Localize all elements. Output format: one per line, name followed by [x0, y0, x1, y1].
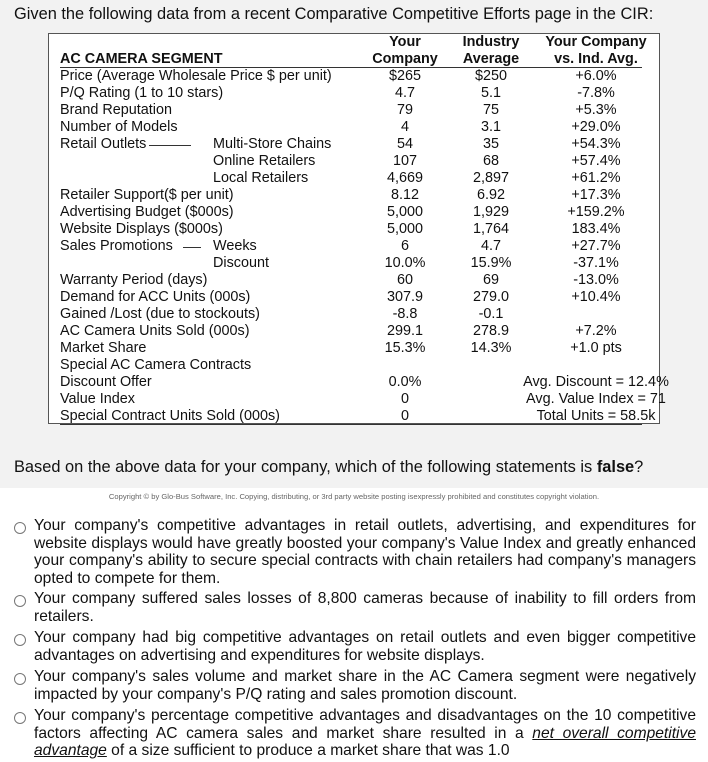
cell-your-company: 4,669	[386, 170, 424, 186]
cell-your-company: 6	[400, 238, 410, 254]
cell-vs-industry: 183.4%	[571, 221, 621, 237]
row-label: Demand for ACC Units (000s)	[60, 289, 251, 305]
radio-button[interactable]	[14, 673, 26, 685]
cell-industry-average: 68	[482, 153, 500, 169]
table-bottom-rule	[60, 424, 642, 425]
cell-vs-industry: -13.0%	[573, 272, 619, 288]
row-label: Retailer Support($ per unit)	[60, 187, 234, 203]
radio-button[interactable]	[14, 595, 26, 607]
header-vs-line2: vs. Ind. Avg.	[554, 51, 638, 67]
radio-button[interactable]	[14, 634, 26, 646]
cell-your-company: 4.7	[394, 85, 416, 101]
row-label: Website Displays ($000s)	[60, 221, 223, 237]
answer-option-text: Your company's percentage competitive advantages and disadvantages on the 10 competitive factors affecting AC camera sales and market share resulted in a net overall competitive advantage of a size sufficient to produce a market share that was 1.0	[34, 707, 696, 759]
answer-option-1[interactable]	[12, 517, 696, 587]
row-label: Brand Reputation	[60, 102, 173, 118]
intro-text: Given the following data from a recent Comparative Competitive Efforts page in the CIR:	[14, 5, 654, 23]
cell-your-company: 307.9	[386, 289, 424, 305]
row-label: AC Camera Units Sold (000s)	[60, 323, 250, 339]
cell-your-company: 0	[400, 408, 410, 424]
answer-option-5[interactable]	[12, 707, 696, 762]
radio-button[interactable]	[14, 712, 26, 724]
cell-your-company: 8.12	[390, 187, 420, 203]
cell-industry-average: 2,897	[472, 170, 510, 186]
row-label: Number of Models	[60, 119, 178, 135]
cell-your-company: -8.8	[392, 306, 418, 322]
cell-industry-average: 69	[482, 272, 500, 288]
cell-your-company: 15.3%	[384, 340, 426, 356]
row-label: P/Q Rating (1 to 10 stars)	[60, 85, 224, 101]
cell-industry-average: 1,929	[472, 204, 510, 220]
cell-your-company: 107	[392, 153, 418, 169]
cell-your-company: $265	[388, 68, 422, 84]
sales-promotions-dash	[183, 247, 201, 248]
radio-button[interactable]	[14, 522, 26, 534]
cell-industry-average: 278.9	[472, 323, 510, 339]
cell-vs-industry: Total Units = 58.5k	[536, 408, 656, 424]
cell-vs-industry: +17.3%	[571, 187, 621, 203]
cell-vs-industry: +7.2%	[575, 323, 617, 339]
cell-industry-average: -0.1	[478, 306, 504, 322]
copyright-notice: Copyright © by Glo-Bus Software, Inc. Copying, distributing, or 3rd party website posting isexpressly prohibited and constitutes copyright violation.	[108, 492, 600, 501]
cell-vs-industry: +27.7%	[571, 238, 621, 254]
cell-your-company: 5,000	[386, 204, 424, 220]
cell-industry-average: 4.7	[480, 238, 502, 254]
cell-your-company: 4	[400, 119, 410, 135]
answer-option-2[interactable]	[12, 590, 696, 625]
cell-vs-industry: +29.0%	[571, 119, 621, 135]
question-background	[0, 444, 708, 488]
answer-option-text: Your company's competitive advantages in retail outlets, advertising, and expenditures for website displays would have greatly boosted your company's Value Index and greatly enhanced your company's ability to secure special contracts with chain retailers had company's managers opted to compete for them.	[34, 517, 696, 587]
cell-vs-industry: +159.2%	[567, 204, 625, 220]
cell-vs-industry: +10.4%	[571, 289, 621, 305]
row-sublabel: Online Retailers	[213, 153, 316, 169]
cell-your-company: 60	[396, 272, 414, 288]
cell-industry-average: 5.1	[480, 85, 502, 101]
row-sublabel: Discount	[213, 255, 269, 271]
retail-outlets-dash	[149, 145, 191, 146]
answer-option-text: Your company suffered sales losses of 8,800 cameras because of inability to fill orders from retailers.	[34, 590, 696, 625]
cell-your-company: 0.0%	[388, 374, 422, 390]
comparative-efforts-table	[48, 33, 669, 424]
cell-your-company: 299.1	[386, 323, 424, 339]
row-label: Sales Promotions	[60, 238, 173, 254]
row-label: Warranty Period (days)	[60, 272, 208, 288]
cell-your-company: 0	[400, 391, 410, 407]
row-label: Market Share	[60, 340, 147, 356]
answer-option-3[interactable]	[12, 629, 696, 664]
cell-industry-average: 279.0	[472, 289, 510, 305]
row-sublabel: Weeks	[213, 238, 257, 254]
question-emphasis: false	[596, 458, 635, 476]
underlined-phrase: net overall competitive advantage	[34, 724, 696, 759]
cell-vs-industry: Avg. Discount = 12.4%	[523, 374, 669, 390]
header-industry-line2: Average	[462, 51, 520, 67]
cell-vs-industry: +54.3%	[571, 136, 621, 152]
segment-header: AC CAMERA SEGMENT	[60, 51, 223, 67]
row-label: Discount Offer	[60, 374, 152, 390]
cell-your-company: 5,000	[386, 221, 424, 237]
header-your-line1: Your	[389, 34, 421, 50]
cell-vs-industry: +57.4%	[571, 153, 621, 169]
row-sublabel: Multi-Store Chains	[213, 136, 332, 152]
cell-vs-industry: Avg. Value Index = 71	[526, 391, 666, 407]
answer-option-text: Your company had big competitive advantages on retail outlets and even bigger competitive advantages on advertising and expenditures for website displays.	[34, 629, 696, 664]
row-label: Price (Average Wholesale Price $ per unit)	[60, 68, 332, 84]
cell-your-company: 54	[396, 136, 414, 152]
row-label: Special Contract Units Sold (000s)	[60, 408, 280, 424]
cell-your-company: 79	[396, 102, 414, 118]
cell-your-company: 10.0%	[384, 255, 426, 271]
cell-vs-industry: +5.3%	[575, 102, 617, 118]
row-label: Retail Outlets	[60, 136, 147, 152]
cell-industry-average: 14.3%	[470, 340, 512, 356]
cell-industry-average: $250	[474, 68, 508, 84]
header-your-line2: Company	[372, 51, 438, 67]
row-label: Value Index	[60, 391, 135, 407]
row-label: Gained /Lost (due to stockouts)	[60, 306, 260, 322]
question-text: Based on the above data for your company, which of the following statements is false?	[14, 458, 644, 476]
cell-industry-average: 35	[482, 136, 500, 152]
cell-vs-industry: +6.0%	[575, 68, 617, 84]
cell-vs-industry: +1.0 pts	[570, 340, 622, 356]
cell-industry-average: 3.1	[480, 119, 502, 135]
cell-vs-industry: -7.8%	[577, 85, 615, 101]
row-label: Special AC Camera Contracts	[60, 357, 252, 373]
cell-vs-industry: +61.2%	[571, 170, 621, 186]
cell-industry-average: 6.92	[476, 187, 506, 203]
header-vs-line1: Your Company	[545, 34, 647, 50]
header-industry-line1: Industry	[462, 34, 520, 50]
cell-industry-average: 75	[482, 102, 500, 118]
answer-option-text: Your company's sales volume and market share in the AC Camera segment were negatively impacted by your company's P/Q rating and sales promotion discount.	[34, 668, 696, 703]
row-label: Advertising Budget ($000s)	[60, 204, 234, 220]
row-sublabel: Local Retailers	[213, 170, 309, 186]
cell-vs-industry: -37.1%	[573, 255, 619, 271]
answer-option-4[interactable]	[12, 668, 696, 703]
cell-industry-average: 15.9%	[470, 255, 512, 271]
cell-industry-average: 1,764	[472, 221, 510, 237]
